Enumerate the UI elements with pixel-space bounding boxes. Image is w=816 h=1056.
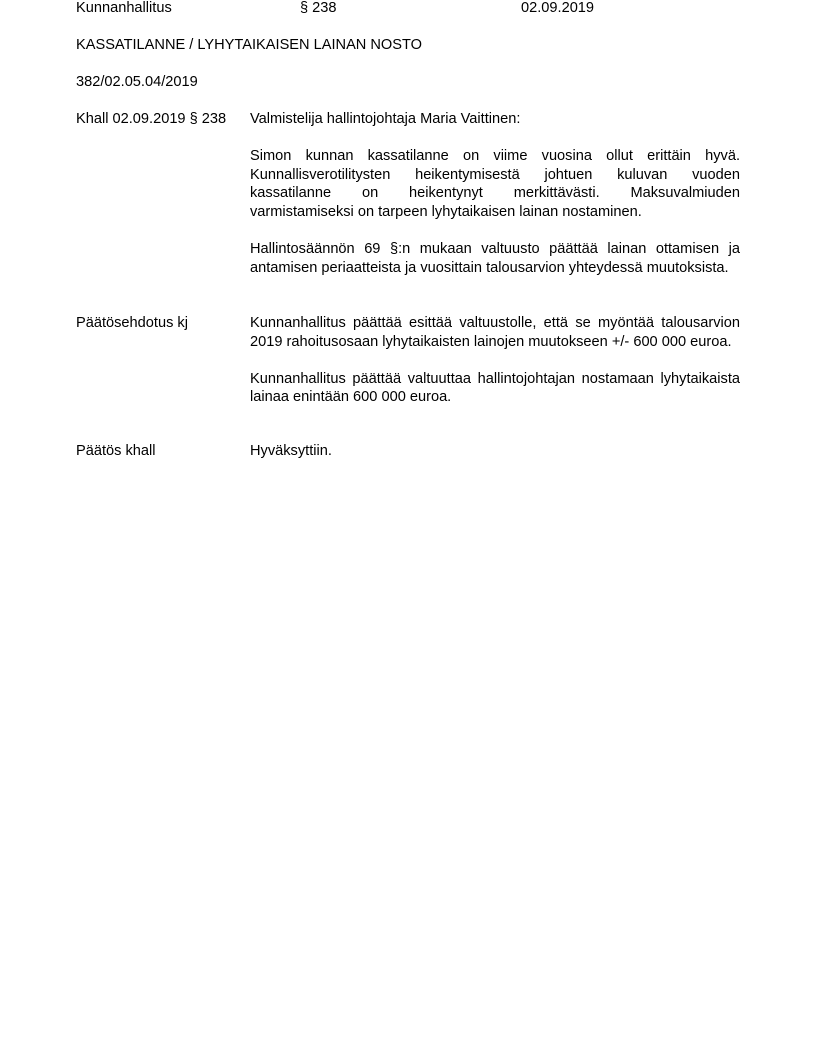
record-number: 382/02.05.04/2019: [76, 74, 198, 90]
proposal-label: Päätösehdotus kj: [76, 315, 188, 331]
preparation-body: [250, 110, 740, 277]
proposal-body: [250, 314, 740, 407]
decision-body: [250, 442, 740, 461]
proposal-paragraph-2: Kunnanhallitus päättää valtuuttaa hallintojohtajan nostamaan lyhytaikaista lainaa enintään 600 000 euroa.: [250, 370, 740, 406]
preparation-label: Khall 02.09.2019 § 238: [76, 111, 227, 127]
preparation-paragraph-1: Simon kunnan kassatilanne on viime vuosina ollut erittäin hyvä. Kunnallisverotilitysten heikentymisestä johtuen kuluvan vuoden kassatilanne on heikentynyt merkittävästi. Maksuvalmiuden varmistamiseksi on tarpeen lyhytaikaisen lainan nostaminen.: [250, 148, 740, 220]
decision-text: Hyväksyttiin.: [250, 443, 332, 459]
header-organization: Kunnanhallitus: [76, 0, 172, 16]
preparation-paragraph-2: Hallintosäännön 69 §:n mukaan valtuusto päättää lainan ottamisen ja antamisen periaatteista ja vuosittain talousarvion yhteydessä muutoksista.: [250, 241, 740, 276]
decision-label: Päätös khall: [76, 443, 156, 459]
proposal-paragraph-1: Kunnanhallitus päättää esittää valtuustolle, että se myöntää talousarvion 2019 rahoitusosaan lyhytaikaisten lainojen muutokseen +/- 600 000 euroa.: [250, 315, 740, 350]
preparer-line: Valmistelija hallintojohtaja Maria Vaittinen:: [250, 111, 521, 127]
header-section-number: § 238: [300, 0, 337, 16]
header-date: 02.09.2019: [521, 0, 595, 16]
document-title: KASSATILANNE / LYHYTAIKAISEN LAINAN NOSTO: [76, 37, 423, 53]
